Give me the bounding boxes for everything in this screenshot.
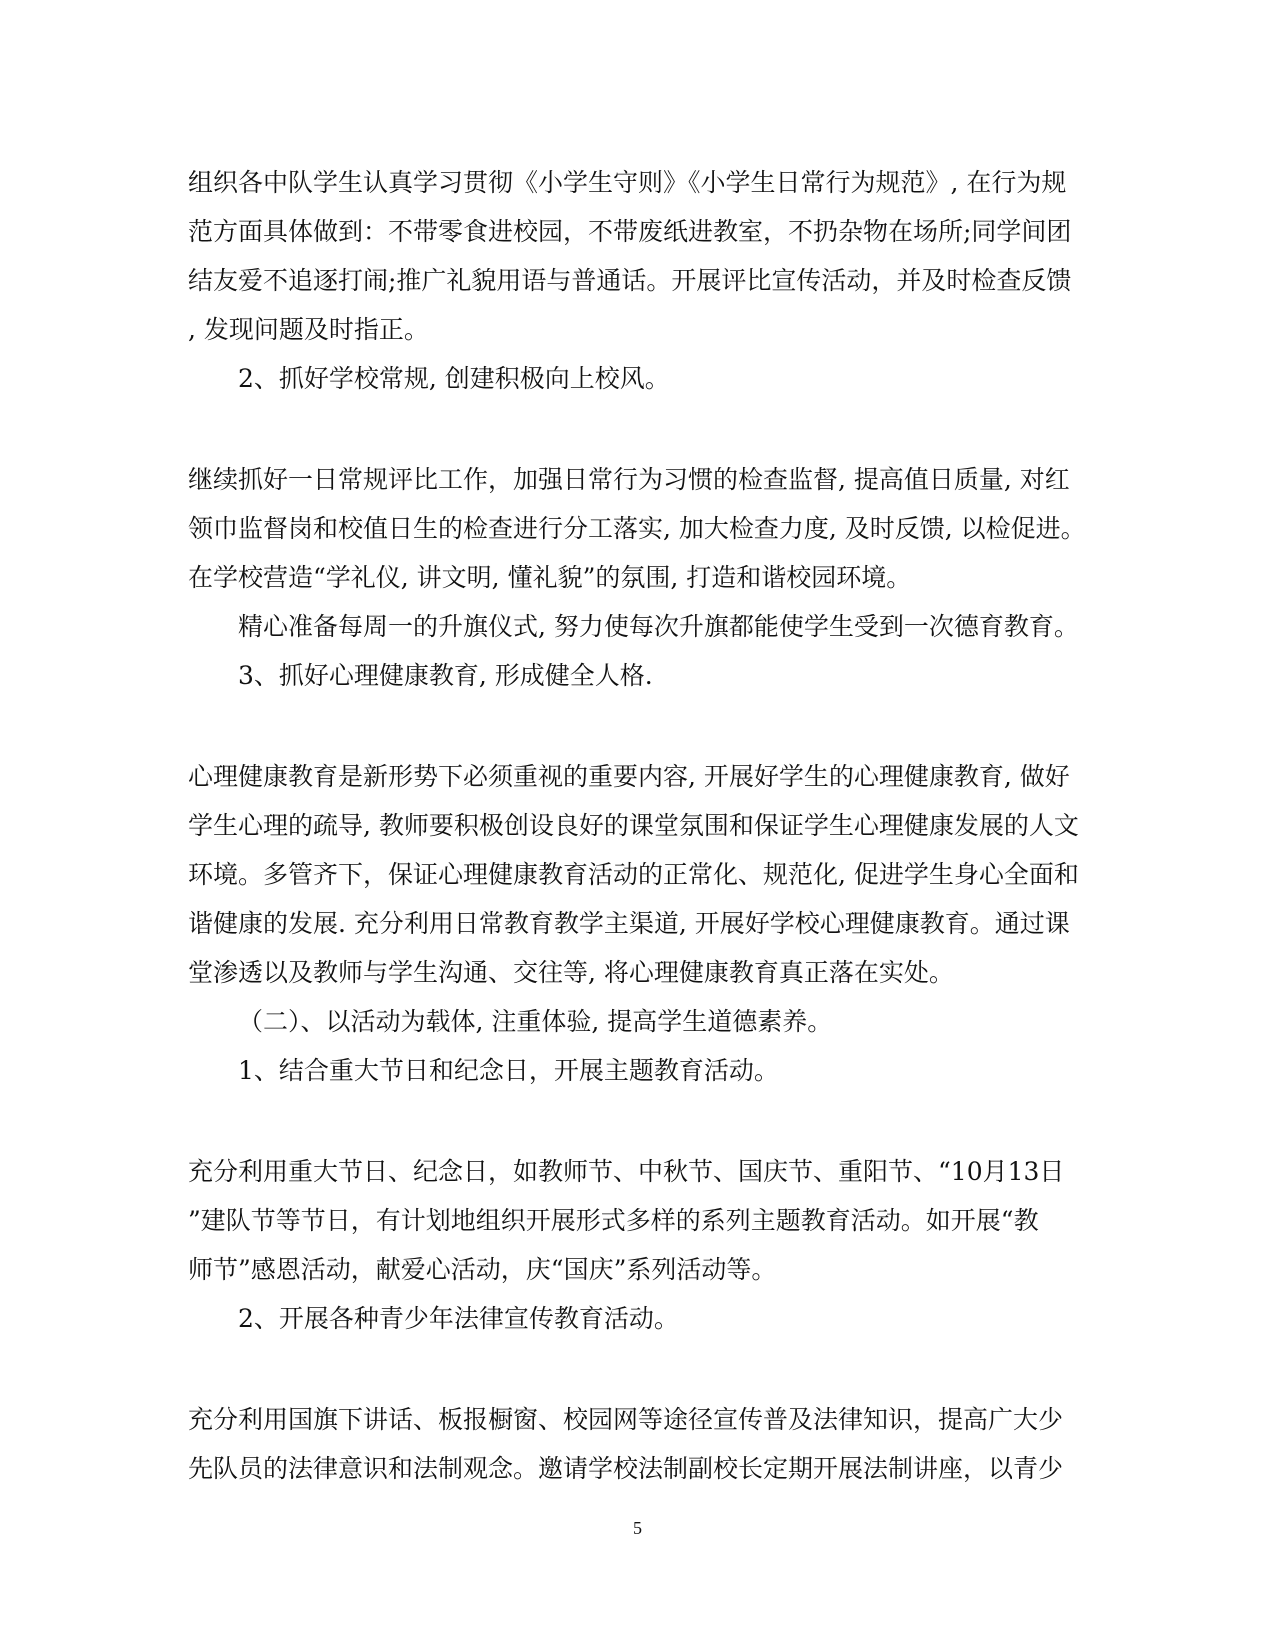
text-line: 环境。多管齐下，保证心理健康教育活动的正常化、规范化, 促进学生身心全面和 xyxy=(188,860,1079,889)
text-line: 心理健康教育是新形势下必须重视的重要内容, 开展好学生的心理健康教育, 做好 xyxy=(188,762,1070,791)
heading-activities xyxy=(188,997,1088,1046)
page-number: 5 xyxy=(633,1518,642,1538)
text-line: 领巾监督岗和校值日生的检查进行分工落实, 加大检查力度, 及时反馈, 以检促进。 xyxy=(188,514,1086,543)
text-line: 组织各中队学生认真学习贯彻《小学生守则》《小学生日常行为规范》, 在行为规 xyxy=(188,168,1067,197)
text-line: 先队员的法律意识和法制观念。邀请学校法制副校长定期开展法制讲座，以青少 xyxy=(188,1454,1064,1483)
text-line: 堂渗透以及教师与学生沟通、交往等, 将心理健康教育真正落在实处。 xyxy=(188,958,954,987)
text-line: 继续抓好一日常规评比工作，加强日常行为习惯的检查监督, 提高值日质量, 对红 xyxy=(188,465,1070,494)
text-column xyxy=(188,158,1088,1493)
heading-mental-health xyxy=(188,651,1088,700)
paragraph-mental-health xyxy=(188,752,1088,997)
paragraph-legal-education xyxy=(188,1395,1088,1493)
text-line: 2、抓好学校常规, 创建积极向上校风。 xyxy=(238,364,670,393)
text-line: 充分利用重大节日、纪念日，如教师节、中秋节、国庆节、重阳节、“10月13日 xyxy=(188,1157,1065,1186)
text-line: 充分利用国旗下讲话、板报橱窗、校园网等途径宣传普及法律知识，提高广大少 xyxy=(188,1405,1064,1434)
text-line: , 发现问题及时指正。 xyxy=(188,315,429,344)
text-line: 1、结合重大节日和纪念日，开展主题教育活动。 xyxy=(238,1056,779,1085)
text-line: （二）、以活动为载体, 注重体验, 提高学生道德素养。 xyxy=(238,1007,833,1036)
text-line: 3、抓好心理健康教育, 形成健全人格. xyxy=(238,661,653,690)
paragraph-daily-routine xyxy=(188,455,1088,602)
text-line: 2、开展各种青少年法律宣传教育活动。 xyxy=(238,1304,679,1333)
text-line: 结友爱不追逐打闹;推广礼貌用语与普通话。开展评比宣传活动，并及时检查反馈 xyxy=(188,266,1072,295)
heading-legal-education xyxy=(188,1294,1088,1343)
text-line: 范方面具体做到：不带零食进校园，不带废纸进教室，不扔杂物在场所;同学间团 xyxy=(188,217,1072,246)
text-line: 谐健康的发展. 充分利用日常教育教学主渠道, 开展好学校心理健康教育。通过课 xyxy=(188,909,1070,938)
paragraph-festivals xyxy=(188,1147,1088,1294)
paragraph-behavior-norms xyxy=(188,158,1088,354)
heading-festivals xyxy=(188,1046,1088,1095)
text-line: 学生心理的疏导, 教师要积极创设良好的课堂氛围和保证学生心理健康发展的人文 xyxy=(188,811,1079,840)
heading-school-routine xyxy=(188,354,1088,403)
paragraph-flag-ceremony xyxy=(188,602,1088,651)
text-line: 精心准备每周一的升旗仪式, 努力使每次升旗都能使学生受到一次德育教育。 xyxy=(238,612,1079,641)
text-line: 在学校营造“学礼仪, 讲文明, 懂礼貌”的氛围, 打造和谐校园环境。 xyxy=(188,563,912,592)
text-line: ”建队节等节日，有计划地组织开展形式多样的系列主题教育活动。如开展“教 xyxy=(188,1206,1039,1235)
text-line: 师节”感恩活动，献爱心活动，庆“国庆”系列活动等。 xyxy=(188,1255,777,1284)
